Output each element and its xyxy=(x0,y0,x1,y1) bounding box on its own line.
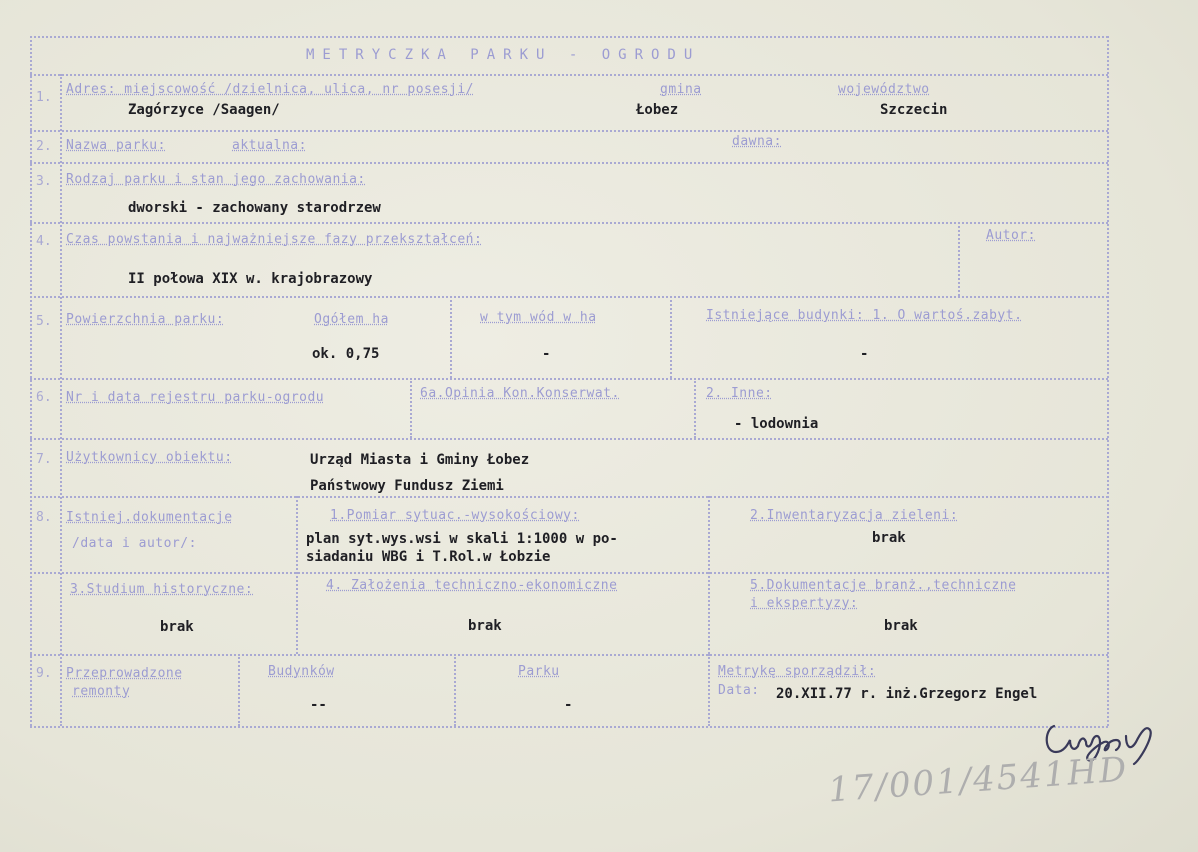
gmina-value: Łobez xyxy=(636,102,679,118)
inventory-value: brak xyxy=(872,530,906,546)
type-state-value: dworski - zachowany starodrzew xyxy=(128,200,381,216)
other-value: - lodownia xyxy=(734,416,819,432)
rule xyxy=(450,296,452,378)
row-number: 4. xyxy=(36,234,52,249)
rule xyxy=(30,572,1108,574)
current-name-label: aktualna: xyxy=(232,138,307,153)
renovations-label: Przeprowadzone xyxy=(66,666,183,681)
rule xyxy=(708,496,710,654)
renov-buildings-label: Budynków xyxy=(268,664,335,679)
rule xyxy=(708,654,710,726)
former-name-label: dawna: xyxy=(732,134,782,149)
inventory-label: 2.Inwentaryzacja zieleni: xyxy=(750,508,959,523)
wojewodztwo-value: Szczecin xyxy=(880,102,948,118)
rule xyxy=(670,296,672,378)
assumptions-value: brak xyxy=(468,618,502,634)
form-title: METRYCZKA PARKU - OGRODU xyxy=(306,47,701,63)
survey-value-2: siadaniu WBG i T.Rol.w Łobzie xyxy=(306,549,551,565)
rule xyxy=(30,496,1108,498)
row-number: 7. xyxy=(36,452,52,467)
rule xyxy=(410,378,412,438)
gmina-label: gmina xyxy=(660,82,702,97)
register-label: Nr i data rejestru parku-ogrodu xyxy=(66,390,325,405)
user-value-1: Urząd Miasta i Gminy Łobez xyxy=(310,452,530,468)
technical-label-2: i ekspertyzy: xyxy=(750,596,859,611)
water-value: - xyxy=(542,346,551,362)
type-state-label: Rodzaj parku i stan jego zachowania: xyxy=(66,172,366,187)
area-total-value: ok. 0,75 xyxy=(312,346,380,362)
user-label: Użytkownicy obiektu: xyxy=(66,450,233,465)
rule xyxy=(60,74,62,726)
rule xyxy=(30,654,1108,656)
rule xyxy=(694,378,696,438)
row-number: 6. xyxy=(36,390,52,405)
rule xyxy=(30,438,1108,440)
rule xyxy=(238,654,240,726)
rule xyxy=(1107,36,1109,726)
rule xyxy=(30,222,1108,224)
renov-buildings-value: -- xyxy=(310,697,327,713)
history-value: brak xyxy=(160,619,194,635)
prepared-label: Metrykę sporządził: xyxy=(718,664,877,679)
park-name-label: Nazwa parku: xyxy=(66,138,166,153)
row-number: 1. xyxy=(36,90,52,105)
rule xyxy=(30,36,1108,38)
technical-label: 5.Dokumentacje branż.,techniczne xyxy=(750,578,1017,593)
location-value: Zagórzyce /Saagen/ xyxy=(128,102,280,118)
area-total-label: Ogółem ha xyxy=(314,312,389,327)
rule xyxy=(30,130,1108,132)
prepared-value: 20.XII.77 r. inż.Grzegorz Engel xyxy=(776,686,1038,702)
docs-sub-label: /data i autor/: xyxy=(72,536,197,551)
rule xyxy=(30,726,1108,728)
opinion-label: 6a.Opinia Kon.Konserwat. xyxy=(420,386,620,401)
origin-label: Czas powstania i najważniejsze fazy przekształceń: xyxy=(66,232,483,247)
rule xyxy=(30,296,1108,298)
rule xyxy=(30,378,1108,380)
row-number: 2. xyxy=(36,139,52,154)
survey-value-1: plan syt.wys.wsi w skali 1:1000 w po- xyxy=(306,531,618,547)
pencil-archive-note: 17/001/4541HD xyxy=(826,749,1130,811)
technical-value: brak xyxy=(884,618,918,634)
address-label: Adres: miejscowość /dzielnica, ulica, nr posesji/ xyxy=(66,82,475,97)
date-label: Data: xyxy=(718,683,760,698)
other-label: 2. Inne: xyxy=(706,386,773,401)
row-number: 5. xyxy=(36,314,52,329)
buildings-label: Istniejące budynki: 1. O wartoś.zabyt. xyxy=(706,308,1023,323)
rule xyxy=(30,162,1108,164)
row-number: 9. xyxy=(36,666,52,681)
buildings-value: - xyxy=(860,346,869,362)
origin-value: II połowa XIX w. krajobrazowy xyxy=(128,271,373,287)
rule xyxy=(30,74,1108,76)
renov-park-value: - xyxy=(564,697,573,713)
renovations-label-2: remonty xyxy=(72,684,131,699)
wojewodztwo-label: województwo xyxy=(838,82,930,97)
author-label: Autor: xyxy=(986,228,1036,243)
renov-park-label: Parku xyxy=(518,664,560,679)
rule xyxy=(30,36,32,726)
docs-label: Istniej.dokumentacje xyxy=(66,510,233,525)
rule xyxy=(958,222,960,296)
history-label: 3.Studium historyczne: xyxy=(70,582,254,597)
row-number: 8. xyxy=(36,510,52,525)
rule xyxy=(296,496,298,654)
rule xyxy=(454,654,456,726)
survey-label: 1.Pomiar sytuac.-wysokościowy: xyxy=(330,508,580,523)
user-value-2: Państwowy Fundusz Ziemi xyxy=(310,478,504,494)
area-label: Powierzchnia parku: xyxy=(66,312,225,327)
assumptions-label: 4. Założenia techniczno-ekonomiczne xyxy=(326,578,618,593)
row-number: 3. xyxy=(36,174,52,189)
water-label: w tym wód w ha xyxy=(480,310,597,325)
